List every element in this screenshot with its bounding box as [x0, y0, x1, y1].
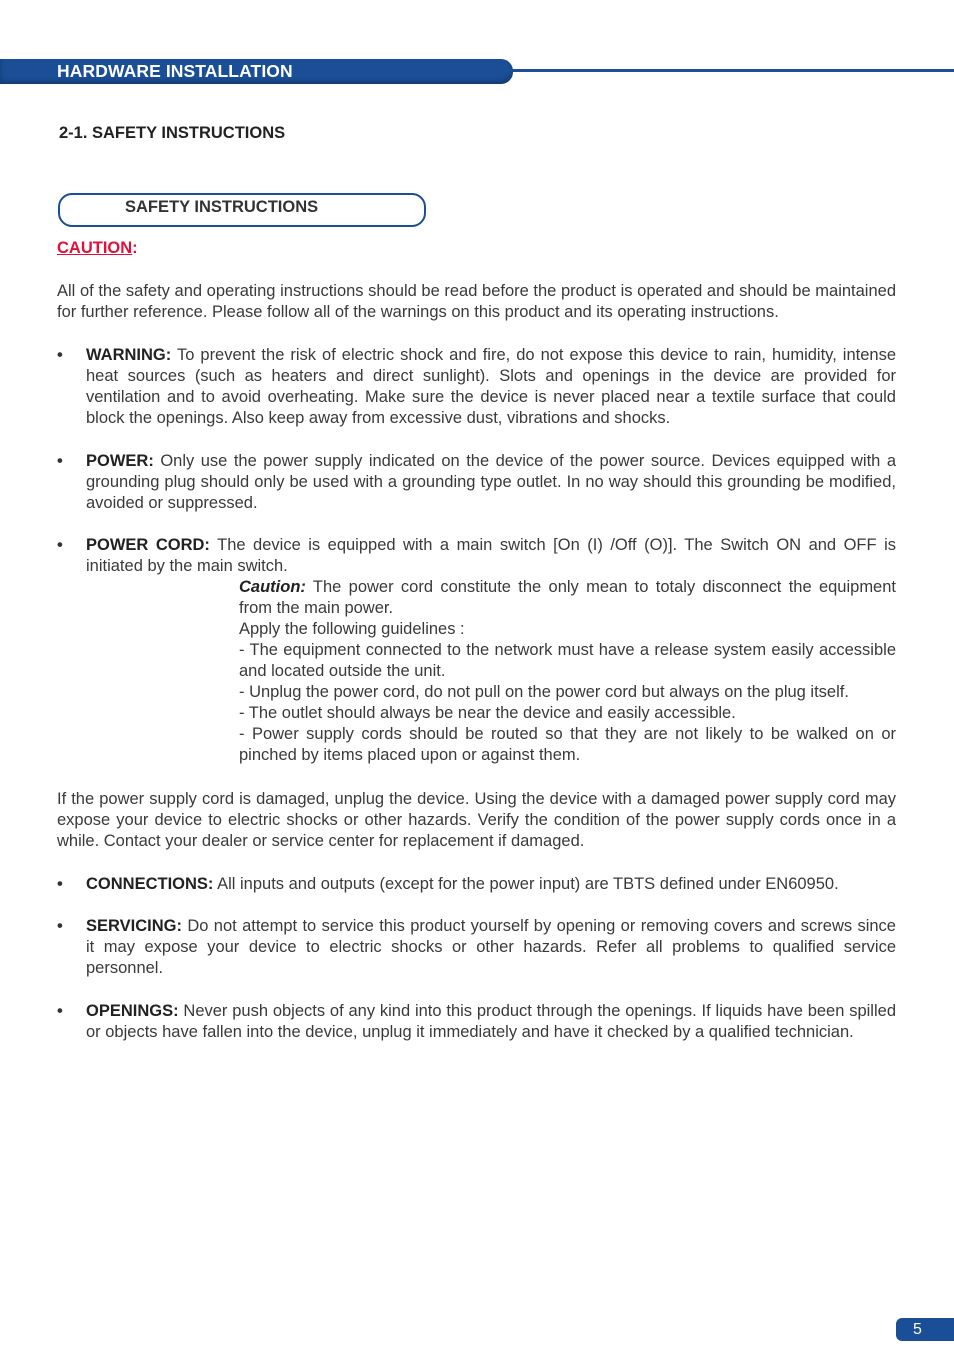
cord-caution-text: The power cord constitute the only mean to totaly disconnect the equipment from the main power. — [239, 578, 896, 617]
bullet-power — [57, 451, 896, 514]
bullet-dot: • — [57, 1002, 63, 1020]
guidelines-intro: Apply the following guidelines : — [239, 620, 465, 638]
section-heading: 2-1. SAFETY INSTRUCTIONS — [59, 124, 286, 142]
bullet-text: Do not attempt to service this product yourself by opening or removing covers and screws since it may expose your device to electric shocks or other hazards. Refer all problems to qualified service personnel. — [86, 917, 896, 977]
bullet-warning — [57, 345, 896, 429]
bullet-dot: • — [57, 875, 63, 893]
bullet-label: POWER: — [86, 452, 154, 470]
caution-colon: : — [132, 239, 138, 257]
intro-paragraph: All of the safety and operating instructions should be read before the product is operated and should be maintained for further reference. Please follow all of the warnings on this product and its operating instructions. — [57, 282, 896, 321]
bullet-text: Never push objects of any kind into this product through the openings. If liquids have been spilled or objects have fallen into the device, unplug it immediately and have it checked by a qualified technician. — [86, 1002, 896, 1041]
bullet-dot: • — [57, 452, 63, 470]
power-cord-caution-block — [239, 577, 896, 766]
bullet-text: Only use the power supply indicated on the device of the power source. Devices equipped with a grounding plug should only be used with a grounding type outlet. In no way should this grounding be modified, avoided or suppressed. — [86, 452, 896, 512]
bullet-servicing — [57, 916, 896, 979]
section-pill-label: SAFETY INSTRUCTIONS — [125, 198, 319, 216]
bullet-label: POWER CORD: — [86, 536, 210, 554]
bullet-text: The device is equipped with a main switch [On (I) /Off (O)]. The Switch ON and OFF is initiated by the main switch. — [86, 536, 897, 575]
cord-caution-statement — [239, 577, 896, 619]
page-number: 5 — [896, 1318, 954, 1341]
bullet-dot: • — [57, 536, 63, 554]
bullet-label: WARNING: — [86, 346, 172, 364]
bullet-label: CONNECTIONS: — [86, 875, 214, 893]
damaged-cord-paragraph: If the power supply cord is damaged, unplug the device. Using the device with a damaged power supply cord may expose your device to electric shocks or other hazards. Verify the condition of the power supply cords once in a while. Contact your dealer or service center for replacement if damaged. — [57, 790, 896, 850]
guideline-item: - Unplug the power cord, do not pull on the power cord but always on the plug itself. — [239, 683, 849, 701]
cord-caution-label: Caution: — [239, 578, 306, 596]
chapter-title: HARDWARE INSTALLATION — [57, 61, 293, 81]
bullet-power-cord — [57, 535, 896, 577]
bullet-label: OPENINGS: — [86, 1002, 179, 1020]
bullet-dot: • — [57, 917, 63, 935]
bullet-connections — [57, 874, 896, 895]
caution-word: CAUTION — [57, 239, 133, 257]
bullet-label: SERVICING: — [86, 917, 182, 935]
guideline-item: - The outlet should always be near the device and easily accessible. — [239, 704, 736, 722]
guideline-item: - Power supply cords should be routed so that they are not likely to be walked on or pinched by items placed upon or against them. — [239, 725, 896, 764]
bullet-openings — [57, 1001, 896, 1043]
header-rule — [510, 69, 954, 72]
caution-heading — [57, 239, 138, 258]
bullet-text: To prevent the risk of electric shock and fire, do not expose this device to rain, humidity, intense heat sources (such as heaters and direct sunlight). Slots and openings in the device are provided for ventilation and to avoid overheating. Make sure the device is never placed near a textile surface that could block the openings. Also keep away from excessive dust, vibrations and shocks. — [86, 346, 896, 427]
bullet-dot: • — [57, 346, 63, 364]
guideline-item: - The equipment connected to the network must have a release system easily accessible and located outside the unit. — [239, 641, 896, 680]
bullet-text: All inputs and outputs (except for the power input) are TBTS defined under EN60950. — [213, 875, 839, 893]
